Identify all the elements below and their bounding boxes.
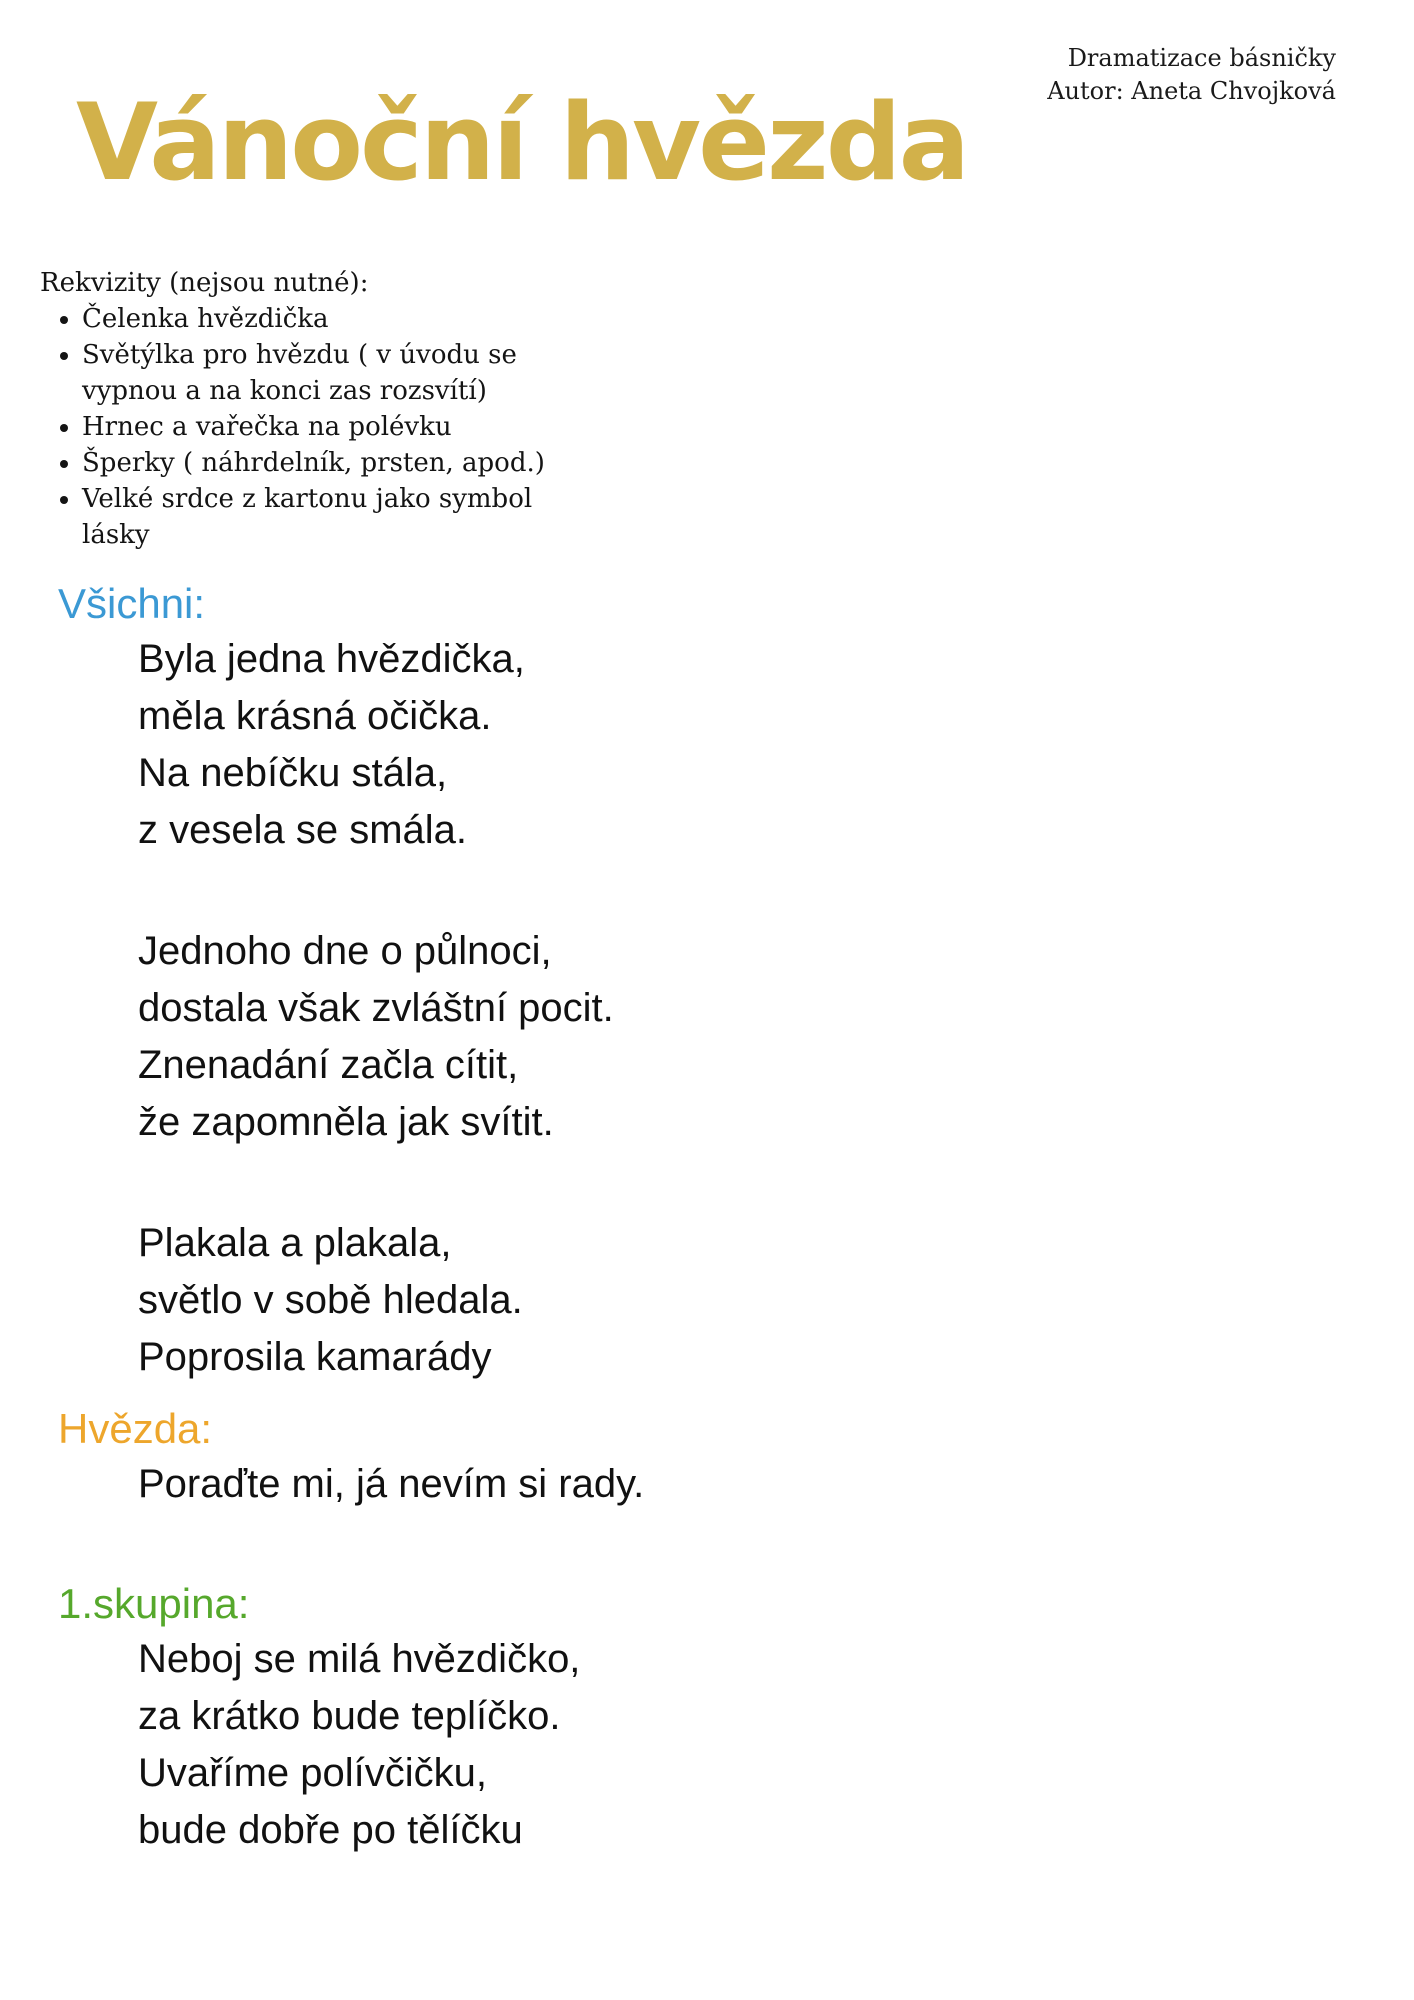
poem-line: Jednoho dne o půlnoci, (138, 928, 552, 973)
page-title: Vánoční hvězda (76, 81, 968, 204)
props-item: • Světýlka pro hvězdu ( v úvodu se vypnou a na konci zas rozsvítí) (82, 337, 560, 409)
poem-line: Plakala a plakala, (138, 1220, 452, 1265)
script-sections (0, 579, 1414, 1859)
props-item: • Čelenka hvězdička (82, 301, 560, 337)
poem-line: Na nebíčku stála, (138, 750, 448, 795)
stanza (138, 631, 1414, 859)
speaker-label: Všichni: (58, 579, 206, 627)
poem-line: dostala však zvláštní pocit. (138, 985, 614, 1030)
script-section (0, 1404, 1414, 1513)
script-section (0, 579, 1414, 1386)
stanza (138, 923, 1414, 1151)
credit-line-subtitle: Dramatizace básničky (1067, 44, 1336, 72)
props-heading: Rekvizity (nejsou nutné): (40, 267, 369, 298)
poem-line: za krátko bude teplíčko. (138, 1693, 561, 1738)
speaker-label: Hvězda: (58, 1404, 213, 1452)
poem-line: Byla jedna hvězdička, (138, 636, 525, 681)
props-item: • Hrnec a vařečka na polévku (82, 409, 560, 445)
props-item: • Šperky ( náhrdelník, prsten, apod.) (82, 445, 560, 481)
props-item: • Velké srdce z kartonu jako symbol lásky (82, 481, 560, 553)
credit-line-author: Autor: Aneta Chvojková (1047, 77, 1336, 105)
poem-line: světlo v sobě hledala. (138, 1277, 523, 1322)
stanza (138, 1215, 1414, 1386)
poem-line: Poraďte mi, já nevím si rady. (138, 1461, 645, 1506)
poem-line: že zapomněla jak svítit. (138, 1099, 554, 1144)
speaker-label: 1.skupina: (58, 1579, 250, 1627)
poem-line: měla krásná očička. (138, 693, 492, 738)
credit-block (1047, 42, 1336, 108)
poem-line: z vesela se smála. (138, 807, 468, 852)
script-section (0, 1579, 1414, 1859)
poem-line: Uvaříme polívčičku, (138, 1750, 487, 1795)
stanza (138, 1631, 1414, 1859)
props-list (40, 301, 1414, 553)
stanza (138, 1456, 1414, 1513)
poem-line: Poprosila kamarády (138, 1334, 492, 1379)
poem-line: bude dobře po tělíčku (138, 1807, 523, 1852)
props-section (40, 265, 1414, 553)
poem-line: Znenadání začla cítit, (138, 1042, 519, 1087)
poem-line: Neboj se milá hvězdičko, (138, 1636, 581, 1681)
